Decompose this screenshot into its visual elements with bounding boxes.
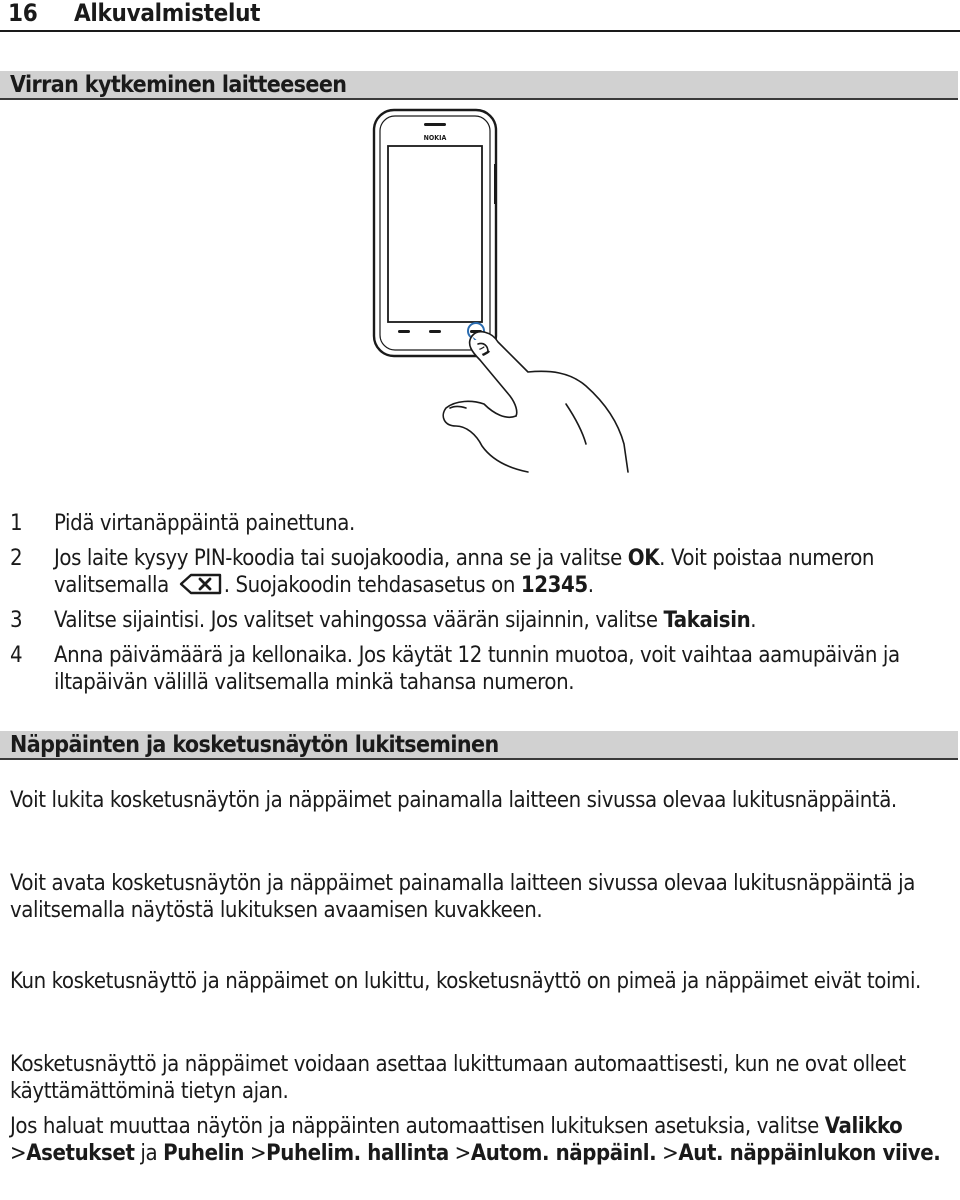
menu-path-puhelim-hallinta: Puhelim. hallinta [266,1141,449,1166]
menu-path-aut-nappainlukon-viive: Aut. näppäinlukon viive [678,1141,934,1166]
menu-path-puhelin: Puhelin [163,1141,245,1166]
default-security-code: 12345 [520,573,588,598]
path-separator: > [10,1141,27,1166]
step-text: Jos laite kysyy PIN-koodia tai suojakoodia, anna se ja valitse [54,546,628,571]
phone-screen [388,146,482,322]
step-number: 4 [10,643,23,668]
step-text: . [587,573,594,598]
paragraph-auto-lock: Kosketusnäyttö ja näppäimet voidaan asettaa lukittumaan automaattisesti, kun ne ovat olleet käyttämättöminä tietyn ajan. [10,1052,906,1104]
header-rule [0,30,960,32]
menu-path-asetukset: Asetukset [26,1141,135,1166]
path-separator: > [662,1141,679,1166]
paragraph-locked-state: Kun kosketusnäyttö ja näppäimet on lukittu, kosketusnäyttö on pimeä ja näppäimet eivät toimi. [10,969,921,994]
paragraph-text: ja [140,1141,158,1166]
step-text: . Voit poistaa numeron valitsemalla [54,546,875,598]
step-3 [10,607,950,634]
paragraph-text: . [933,1141,941,1166]
ok-softkey-label: OK [627,546,660,571]
step-number: 3 [10,608,23,633]
path-separator: > [249,1141,267,1166]
step-text: . [750,608,757,633]
step-number: 1 [10,511,23,536]
section-title-lock: Näppäinten ja kosketusnäytön lukitseminen [10,732,499,758]
step-number: 2 [10,546,23,571]
paragraph-lock: Voit lukita kosketusnäytön ja näppäimet painamalla laitteen sivussa olevaa lukitusnäppäintä. [10,788,897,813]
backspace-icon [179,573,223,595]
paragraph-text: Jos haluat muuttaa näytön ja näppäinten automaattisen lukituksen asetuksia, valitse [10,1114,819,1139]
step-1 [10,510,950,537]
call-key-icon [398,330,410,333]
steps-list [10,510,950,704]
path-separator: > [454,1141,471,1166]
step-4 [10,642,950,696]
menu-path-autom-nappainl: Autom. näppäinl. [470,1141,657,1166]
chapter-title: Alkuvalmistelut [74,0,261,27]
page-number: 16 [8,0,38,27]
step-text: . Suojakoodin tehdasasetus on [223,573,521,598]
step-2 [10,545,950,599]
back-softkey-label: Takaisin [663,608,751,633]
phone-brand-label: NOKIA [423,134,447,142]
step-text: Pidä virtanäppäintä painettuna. [54,511,355,536]
step-text: Anna päivämäärä ja kellonaika. Jos käytät 12 tunnin muotoa, voit vaihtaa aamupäivän ja iltapäivän välillä valitsemalla minkä tahansa numeron. [54,643,900,695]
menu-key-icon [429,330,441,333]
section-title-power-on: Virran kytkeminen laitteeseen [10,72,347,98]
menu-path-valikko: Valikko [824,1114,903,1139]
step-text: Valitse sijaintisi. Jos valitset vahingossa väärän sijainnin, valitse [54,608,664,633]
phone-power-illustration [360,104,640,476]
paragraph-auto-lock-settings [10,1113,950,1167]
page-header [8,0,260,26]
paragraph-unlock: Voit avata kosketusnäytön ja näppäimet painamalla laitteen sivussa olevaa lukitusnäppäintä ja valitsemalla näytöstä lukituksen avaamisen kuvakkeen. [10,871,915,923]
